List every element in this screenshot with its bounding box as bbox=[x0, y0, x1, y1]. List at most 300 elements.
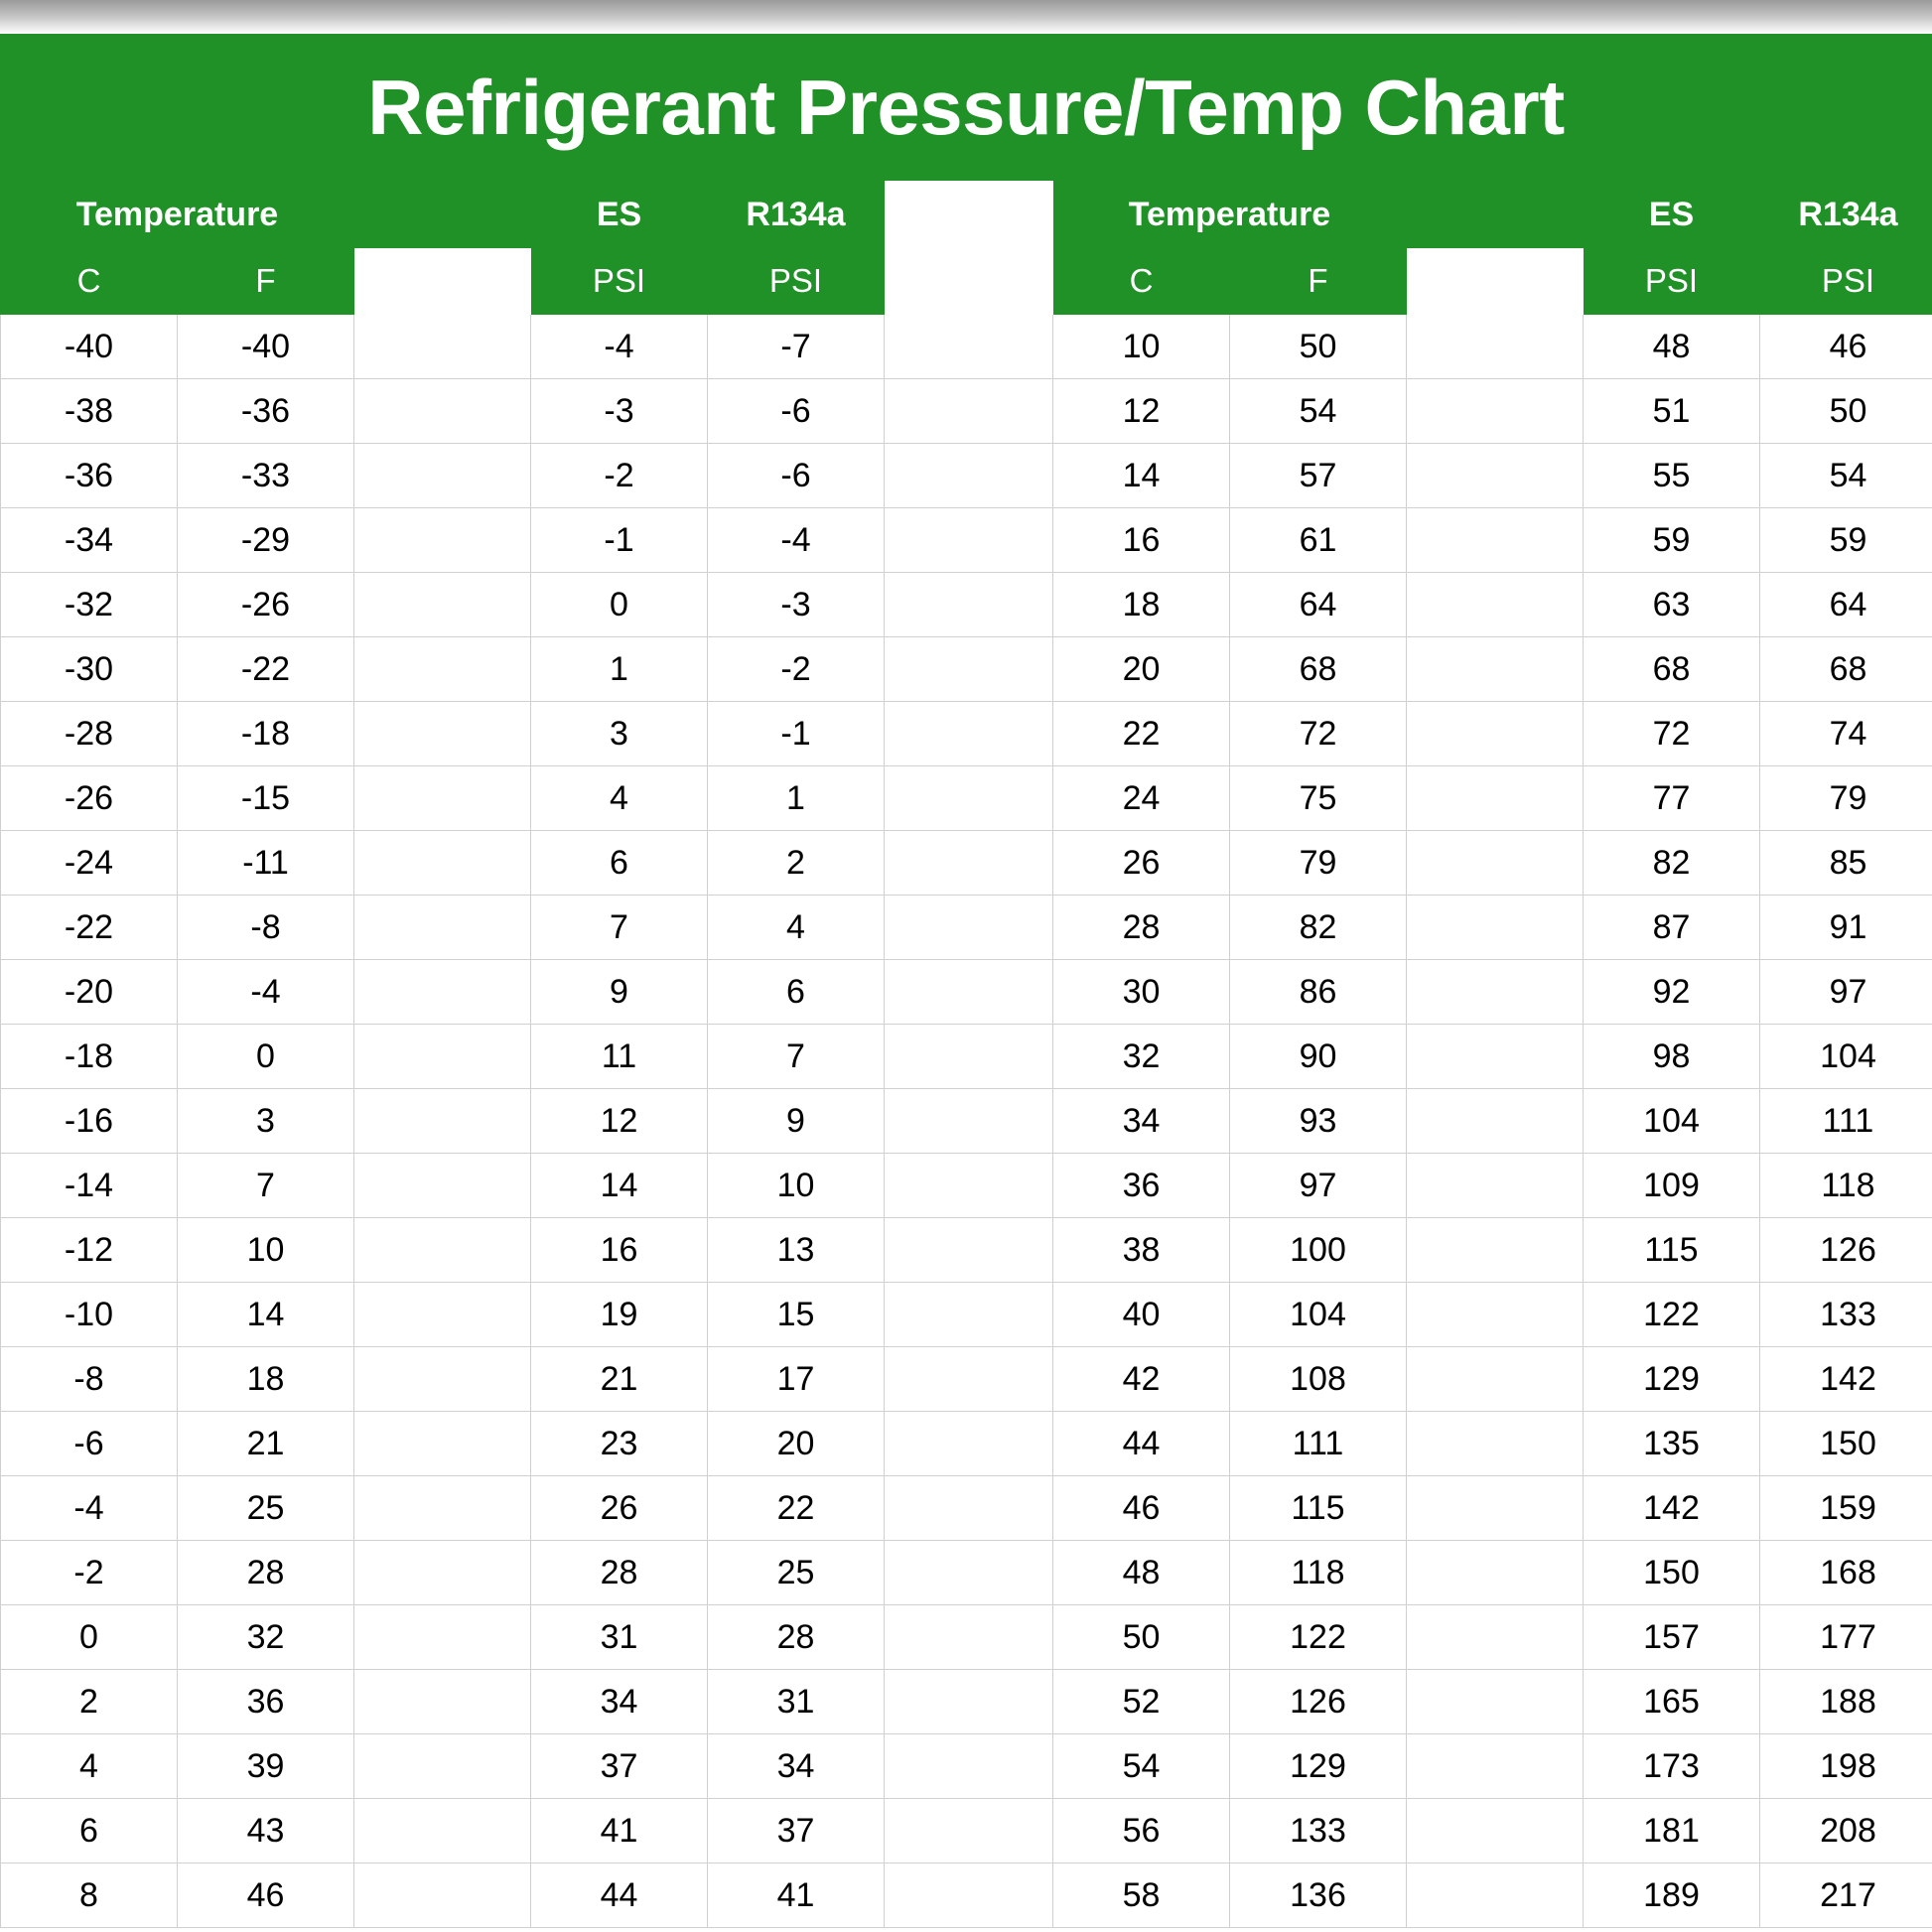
cell-right-r134a-psi: 97 bbox=[1760, 960, 1932, 1025]
cell-middle-spacer bbox=[885, 637, 1053, 702]
cell-left-gap bbox=[354, 1863, 531, 1928]
cell-right-fahrenheit: 61 bbox=[1230, 508, 1407, 573]
cell-left-es-psi: 6 bbox=[531, 831, 708, 896]
table-row bbox=[1, 573, 1932, 637]
cell-right-gap bbox=[1407, 508, 1584, 573]
cell-right-r134a-psi: 126 bbox=[1760, 1218, 1932, 1283]
table-row bbox=[1, 1412, 1932, 1476]
cell-left-fahrenheit: 21 bbox=[178, 1412, 354, 1476]
cell-left-es-psi: 37 bbox=[531, 1734, 708, 1799]
cell-left-fahrenheit: 25 bbox=[178, 1476, 354, 1541]
cell-middle-spacer bbox=[885, 379, 1053, 444]
cell-left-r134a-psi: 2 bbox=[708, 831, 885, 896]
cell-left-es-psi: 28 bbox=[531, 1541, 708, 1605]
cell-left-fahrenheit: -15 bbox=[178, 766, 354, 831]
subheader-psi-r134a-left: PSI bbox=[708, 248, 885, 315]
cell-left-gap bbox=[354, 315, 531, 379]
cell-left-celsius: -26 bbox=[1, 766, 178, 831]
cell-right-celsius: 22 bbox=[1053, 702, 1230, 766]
cell-right-fahrenheit: 93 bbox=[1230, 1089, 1407, 1154]
cell-right-es-psi: 189 bbox=[1584, 1863, 1760, 1928]
cell-left-celsius: -40 bbox=[1, 315, 178, 379]
cell-left-fahrenheit: 32 bbox=[178, 1605, 354, 1670]
table-row bbox=[1, 1605, 1932, 1670]
cell-right-gap bbox=[1407, 1476, 1584, 1541]
header-r134a-left: R134a bbox=[708, 182, 885, 248]
cell-right-r134a-psi: 50 bbox=[1760, 379, 1932, 444]
table-sub-header-row bbox=[1, 248, 1932, 315]
cell-left-r134a-psi: 4 bbox=[708, 896, 885, 960]
cell-right-celsius: 14 bbox=[1053, 444, 1230, 508]
table-row bbox=[1, 1799, 1932, 1863]
cell-left-es-psi: 3 bbox=[531, 702, 708, 766]
cell-right-fahrenheit: 104 bbox=[1230, 1283, 1407, 1347]
cell-right-es-psi: 150 bbox=[1584, 1541, 1760, 1605]
cell-left-es-psi: 19 bbox=[531, 1283, 708, 1347]
cell-left-celsius: -22 bbox=[1, 896, 178, 960]
cell-right-gap bbox=[1407, 315, 1584, 379]
cell-left-gap bbox=[354, 508, 531, 573]
cell-left-fahrenheit: 39 bbox=[178, 1734, 354, 1799]
cell-right-es-psi: 173 bbox=[1584, 1734, 1760, 1799]
cell-left-celsius: -36 bbox=[1, 444, 178, 508]
cell-left-gap bbox=[354, 1347, 531, 1412]
cell-left-fahrenheit: 28 bbox=[178, 1541, 354, 1605]
cell-right-gap bbox=[1407, 702, 1584, 766]
table-row bbox=[1, 1734, 1932, 1799]
cell-left-r134a-psi: 9 bbox=[708, 1089, 885, 1154]
cell-middle-spacer bbox=[885, 766, 1053, 831]
cell-left-gap bbox=[354, 1283, 531, 1347]
header-gap-right bbox=[1407, 182, 1584, 248]
cell-right-celsius: 38 bbox=[1053, 1218, 1230, 1283]
table-body bbox=[1, 315, 1932, 1928]
cell-right-gap bbox=[1407, 1283, 1584, 1347]
cell-middle-spacer bbox=[885, 1218, 1053, 1283]
cell-right-r134a-psi: 54 bbox=[1760, 444, 1932, 508]
cell-left-r134a-psi: -7 bbox=[708, 315, 885, 379]
cell-right-fahrenheit: 64 bbox=[1230, 573, 1407, 637]
cell-left-celsius: -30 bbox=[1, 637, 178, 702]
cell-left-fahrenheit: -22 bbox=[178, 637, 354, 702]
cell-left-r134a-psi: 28 bbox=[708, 1605, 885, 1670]
cell-left-fahrenheit: 18 bbox=[178, 1347, 354, 1412]
cell-right-gap bbox=[1407, 1154, 1584, 1218]
cell-right-gap bbox=[1407, 1089, 1584, 1154]
cell-right-r134a-psi: 74 bbox=[1760, 702, 1932, 766]
cell-left-es-psi: -3 bbox=[531, 379, 708, 444]
cell-left-es-psi: 9 bbox=[531, 960, 708, 1025]
cell-right-gap bbox=[1407, 1605, 1584, 1670]
cell-right-gap bbox=[1407, 1025, 1584, 1089]
header-es-right: ES bbox=[1584, 182, 1760, 248]
cell-right-r134a-psi: 217 bbox=[1760, 1863, 1932, 1928]
subheader-gap-right bbox=[1407, 248, 1584, 315]
cell-right-gap bbox=[1407, 766, 1584, 831]
cell-right-celsius: 50 bbox=[1053, 1605, 1230, 1670]
cell-right-fahrenheit: 100 bbox=[1230, 1218, 1407, 1283]
cell-right-fahrenheit: 86 bbox=[1230, 960, 1407, 1025]
cell-right-fahrenheit: 72 bbox=[1230, 702, 1407, 766]
cell-left-r134a-psi: 22 bbox=[708, 1476, 885, 1541]
cell-right-celsius: 56 bbox=[1053, 1799, 1230, 1863]
cell-right-es-psi: 122 bbox=[1584, 1283, 1760, 1347]
cell-left-r134a-psi: -1 bbox=[708, 702, 885, 766]
cell-right-r134a-psi: 208 bbox=[1760, 1799, 1932, 1863]
cell-right-gap bbox=[1407, 960, 1584, 1025]
cell-middle-spacer bbox=[885, 1670, 1053, 1734]
cell-right-celsius: 12 bbox=[1053, 379, 1230, 444]
cell-left-r134a-psi: 7 bbox=[708, 1025, 885, 1089]
cell-left-fahrenheit: 36 bbox=[178, 1670, 354, 1734]
cell-left-fahrenheit: -29 bbox=[178, 508, 354, 573]
refrigerant-pressure-temp-table bbox=[0, 181, 1932, 1928]
cell-left-celsius: -12 bbox=[1, 1218, 178, 1283]
table-row bbox=[1, 702, 1932, 766]
cell-left-r134a-psi: 34 bbox=[708, 1734, 885, 1799]
table-group-header-row bbox=[1, 182, 1932, 248]
table-head bbox=[1, 182, 1932, 315]
cell-right-gap bbox=[1407, 1412, 1584, 1476]
cell-left-r134a-psi: 6 bbox=[708, 960, 885, 1025]
cell-right-gap bbox=[1407, 831, 1584, 896]
cell-right-celsius: 30 bbox=[1053, 960, 1230, 1025]
cell-left-gap bbox=[354, 1154, 531, 1218]
cell-left-es-psi: 16 bbox=[531, 1218, 708, 1283]
cell-left-r134a-psi: -6 bbox=[708, 379, 885, 444]
cell-right-es-psi: 115 bbox=[1584, 1218, 1760, 1283]
cell-right-celsius: 40 bbox=[1053, 1283, 1230, 1347]
cell-left-fahrenheit: 14 bbox=[178, 1283, 354, 1347]
cell-right-gap bbox=[1407, 1799, 1584, 1863]
subheader-middle-spacer bbox=[885, 248, 1053, 315]
cell-right-r134a-psi: 68 bbox=[1760, 637, 1932, 702]
cell-left-es-psi: 34 bbox=[531, 1670, 708, 1734]
cell-left-r134a-psi: -3 bbox=[708, 573, 885, 637]
cell-left-gap bbox=[354, 960, 531, 1025]
cell-right-gap bbox=[1407, 444, 1584, 508]
cell-left-gap bbox=[354, 1476, 531, 1541]
cell-right-r134a-psi: 79 bbox=[1760, 766, 1932, 831]
cell-left-celsius: -14 bbox=[1, 1154, 178, 1218]
cell-right-es-psi: 181 bbox=[1584, 1799, 1760, 1863]
cell-right-r134a-psi: 118 bbox=[1760, 1154, 1932, 1218]
header-middle-spacer bbox=[885, 182, 1053, 248]
cell-middle-spacer bbox=[885, 315, 1053, 379]
cell-right-fahrenheit: 75 bbox=[1230, 766, 1407, 831]
cell-right-r134a-psi: 91 bbox=[1760, 896, 1932, 960]
cell-right-es-psi: 142 bbox=[1584, 1476, 1760, 1541]
cell-left-r134a-psi: -4 bbox=[708, 508, 885, 573]
cell-right-celsius: 48 bbox=[1053, 1541, 1230, 1605]
cell-left-celsius: -2 bbox=[1, 1541, 178, 1605]
cell-right-gap bbox=[1407, 379, 1584, 444]
cell-right-gap bbox=[1407, 1218, 1584, 1283]
cell-right-fahrenheit: 68 bbox=[1230, 637, 1407, 702]
subheader-psi-es-right: PSI bbox=[1584, 248, 1760, 315]
cell-left-es-psi: 0 bbox=[531, 573, 708, 637]
cell-left-fahrenheit: -8 bbox=[178, 896, 354, 960]
cell-middle-spacer bbox=[885, 1799, 1053, 1863]
cell-left-fahrenheit: -40 bbox=[178, 315, 354, 379]
cell-left-fahrenheit: 0 bbox=[178, 1025, 354, 1089]
table-row bbox=[1, 637, 1932, 702]
table-row bbox=[1, 896, 1932, 960]
cell-right-es-psi: 129 bbox=[1584, 1347, 1760, 1412]
cell-left-celsius: -38 bbox=[1, 379, 178, 444]
cell-left-fahrenheit: -36 bbox=[178, 379, 354, 444]
cell-right-fahrenheit: 126 bbox=[1230, 1670, 1407, 1734]
cell-left-fahrenheit: 10 bbox=[178, 1218, 354, 1283]
header-es-left: ES bbox=[531, 182, 708, 248]
cell-left-gap bbox=[354, 831, 531, 896]
cell-right-celsius: 28 bbox=[1053, 896, 1230, 960]
cell-left-celsius: 8 bbox=[1, 1863, 178, 1928]
table-row bbox=[1, 508, 1932, 573]
cell-left-gap bbox=[354, 1541, 531, 1605]
cell-middle-spacer bbox=[885, 508, 1053, 573]
cell-left-r134a-psi: 25 bbox=[708, 1541, 885, 1605]
header-temperature-left: Temperature bbox=[1, 182, 354, 248]
cell-right-celsius: 34 bbox=[1053, 1089, 1230, 1154]
cell-right-fahrenheit: 79 bbox=[1230, 831, 1407, 896]
cell-right-fahrenheit: 108 bbox=[1230, 1347, 1407, 1412]
cell-middle-spacer bbox=[885, 1154, 1053, 1218]
cell-right-es-psi: 165 bbox=[1584, 1670, 1760, 1734]
table-row bbox=[1, 1347, 1932, 1412]
cell-left-fahrenheit: 46 bbox=[178, 1863, 354, 1928]
table-row bbox=[1, 1863, 1932, 1928]
cell-left-r134a-psi: 20 bbox=[708, 1412, 885, 1476]
cell-right-r134a-psi: 142 bbox=[1760, 1347, 1932, 1412]
cell-left-gap bbox=[354, 444, 531, 508]
cell-middle-spacer bbox=[885, 1734, 1053, 1799]
cell-left-gap bbox=[354, 1025, 531, 1089]
cell-left-gap bbox=[354, 637, 531, 702]
cell-right-es-psi: 109 bbox=[1584, 1154, 1760, 1218]
cell-left-es-psi: 44 bbox=[531, 1863, 708, 1928]
table-row bbox=[1, 1670, 1932, 1734]
cell-left-celsius: 4 bbox=[1, 1734, 178, 1799]
cell-left-celsius: -20 bbox=[1, 960, 178, 1025]
cell-right-es-psi: 98 bbox=[1584, 1025, 1760, 1089]
cell-left-gap bbox=[354, 766, 531, 831]
table-row bbox=[1, 444, 1932, 508]
cell-middle-spacer bbox=[885, 573, 1053, 637]
cell-right-celsius: 42 bbox=[1053, 1347, 1230, 1412]
header-temperature-right: Temperature bbox=[1053, 182, 1407, 248]
cell-middle-spacer bbox=[885, 1347, 1053, 1412]
cell-right-es-psi: 48 bbox=[1584, 315, 1760, 379]
cell-right-fahrenheit: 136 bbox=[1230, 1863, 1407, 1928]
cell-left-gap bbox=[354, 379, 531, 444]
cell-left-es-psi: 12 bbox=[531, 1089, 708, 1154]
cell-left-gap bbox=[354, 1734, 531, 1799]
cell-left-r134a-psi: -2 bbox=[708, 637, 885, 702]
table-row bbox=[1, 1025, 1932, 1089]
cell-right-fahrenheit: 129 bbox=[1230, 1734, 1407, 1799]
cell-right-es-psi: 63 bbox=[1584, 573, 1760, 637]
cell-left-es-psi: 26 bbox=[531, 1476, 708, 1541]
cell-right-celsius: 16 bbox=[1053, 508, 1230, 573]
subheader-f-left: F bbox=[178, 248, 354, 315]
cell-right-celsius: 58 bbox=[1053, 1863, 1230, 1928]
cell-right-celsius: 32 bbox=[1053, 1025, 1230, 1089]
chart-title-bar bbox=[0, 34, 1932, 181]
cell-middle-spacer bbox=[885, 444, 1053, 508]
table-row bbox=[1, 1283, 1932, 1347]
cell-right-gap bbox=[1407, 1863, 1584, 1928]
cell-right-fahrenheit: 82 bbox=[1230, 896, 1407, 960]
cell-right-gap bbox=[1407, 1734, 1584, 1799]
cell-right-fahrenheit: 97 bbox=[1230, 1154, 1407, 1218]
cell-middle-spacer bbox=[885, 1605, 1053, 1670]
cell-left-gap bbox=[354, 702, 531, 766]
cell-left-celsius: -32 bbox=[1, 573, 178, 637]
cell-left-celsius: -10 bbox=[1, 1283, 178, 1347]
cell-right-celsius: 10 bbox=[1053, 315, 1230, 379]
cell-left-r134a-psi: 31 bbox=[708, 1670, 885, 1734]
table-row bbox=[1, 960, 1932, 1025]
cell-left-gap bbox=[354, 1605, 531, 1670]
cell-middle-spacer bbox=[885, 1541, 1053, 1605]
cell-right-gap bbox=[1407, 896, 1584, 960]
cell-right-r134a-psi: 111 bbox=[1760, 1089, 1932, 1154]
cell-right-es-psi: 59 bbox=[1584, 508, 1760, 573]
cell-left-celsius: 6 bbox=[1, 1799, 178, 1863]
table-row bbox=[1, 1218, 1932, 1283]
cell-left-r134a-psi: 10 bbox=[708, 1154, 885, 1218]
cell-middle-spacer bbox=[885, 1089, 1053, 1154]
cell-left-celsius: -24 bbox=[1, 831, 178, 896]
cell-right-r134a-psi: 198 bbox=[1760, 1734, 1932, 1799]
cell-right-r134a-psi: 150 bbox=[1760, 1412, 1932, 1476]
cell-right-es-psi: 51 bbox=[1584, 379, 1760, 444]
table-row bbox=[1, 766, 1932, 831]
cell-left-es-psi: -4 bbox=[531, 315, 708, 379]
cell-left-r134a-psi: 41 bbox=[708, 1863, 885, 1928]
cell-left-r134a-psi: 37 bbox=[708, 1799, 885, 1863]
cell-middle-spacer bbox=[885, 1025, 1053, 1089]
cell-left-es-psi: 1 bbox=[531, 637, 708, 702]
cell-left-fahrenheit: 3 bbox=[178, 1089, 354, 1154]
cell-left-celsius: -6 bbox=[1, 1412, 178, 1476]
cell-left-es-psi: -2 bbox=[531, 444, 708, 508]
cell-right-gap bbox=[1407, 1347, 1584, 1412]
cell-left-r134a-psi: 13 bbox=[708, 1218, 885, 1283]
cell-right-es-psi: 82 bbox=[1584, 831, 1760, 896]
cell-right-es-psi: 87 bbox=[1584, 896, 1760, 960]
cell-right-celsius: 20 bbox=[1053, 637, 1230, 702]
cell-middle-spacer bbox=[885, 960, 1053, 1025]
subheader-f-right: F bbox=[1230, 248, 1407, 315]
cell-right-gap bbox=[1407, 637, 1584, 702]
subheader-gap-left bbox=[354, 248, 531, 315]
page-title: Refrigerant Pressure/Temp Chart bbox=[367, 64, 1565, 151]
cell-right-celsius: 52 bbox=[1053, 1670, 1230, 1734]
cell-right-r134a-psi: 46 bbox=[1760, 315, 1932, 379]
cell-right-fahrenheit: 115 bbox=[1230, 1476, 1407, 1541]
cell-right-fahrenheit: 57 bbox=[1230, 444, 1407, 508]
cell-left-r134a-psi: 15 bbox=[708, 1283, 885, 1347]
cell-right-r134a-psi: 85 bbox=[1760, 831, 1932, 896]
cell-left-r134a-psi: 17 bbox=[708, 1347, 885, 1412]
cell-left-fahrenheit: 43 bbox=[178, 1799, 354, 1863]
cell-right-gap bbox=[1407, 573, 1584, 637]
subheader-psi-r134a-right: PSI bbox=[1760, 248, 1932, 315]
table-row bbox=[1, 315, 1932, 379]
header-gap-left bbox=[354, 182, 531, 248]
table-row bbox=[1, 1541, 1932, 1605]
cell-left-gap bbox=[354, 1799, 531, 1863]
cell-left-es-psi: 23 bbox=[531, 1412, 708, 1476]
cell-left-celsius: 2 bbox=[1, 1670, 178, 1734]
cell-middle-spacer bbox=[885, 831, 1053, 896]
cell-left-gap bbox=[354, 1670, 531, 1734]
subheader-c-left: C bbox=[1, 248, 178, 315]
cell-left-celsius: -34 bbox=[1, 508, 178, 573]
cell-middle-spacer bbox=[885, 1412, 1053, 1476]
subheader-psi-es-left: PSI bbox=[531, 248, 708, 315]
cell-right-fahrenheit: 50 bbox=[1230, 315, 1407, 379]
cell-left-gap bbox=[354, 896, 531, 960]
cell-left-es-psi: 11 bbox=[531, 1025, 708, 1089]
chart-sheet bbox=[0, 34, 1932, 1928]
cell-right-celsius: 18 bbox=[1053, 573, 1230, 637]
cell-right-celsius: 36 bbox=[1053, 1154, 1230, 1218]
cell-left-gap bbox=[354, 573, 531, 637]
cell-left-celsius: -8 bbox=[1, 1347, 178, 1412]
cell-left-fahrenheit: -11 bbox=[178, 831, 354, 896]
cell-right-fahrenheit: 90 bbox=[1230, 1025, 1407, 1089]
cell-right-gap bbox=[1407, 1670, 1584, 1734]
cell-right-fahrenheit: 133 bbox=[1230, 1799, 1407, 1863]
cell-right-r134a-psi: 168 bbox=[1760, 1541, 1932, 1605]
cell-right-es-psi: 157 bbox=[1584, 1605, 1760, 1670]
cell-left-es-psi: 41 bbox=[531, 1799, 708, 1863]
cell-right-celsius: 44 bbox=[1053, 1412, 1230, 1476]
cell-middle-spacer bbox=[885, 1476, 1053, 1541]
cell-left-fahrenheit: -4 bbox=[178, 960, 354, 1025]
cell-left-fahrenheit: 7 bbox=[178, 1154, 354, 1218]
cell-right-es-psi: 55 bbox=[1584, 444, 1760, 508]
table-row bbox=[1, 1476, 1932, 1541]
cell-right-es-psi: 68 bbox=[1584, 637, 1760, 702]
cell-right-fahrenheit: 118 bbox=[1230, 1541, 1407, 1605]
cell-left-r134a-psi: 1 bbox=[708, 766, 885, 831]
cell-right-r134a-psi: 59 bbox=[1760, 508, 1932, 573]
cell-left-celsius: -4 bbox=[1, 1476, 178, 1541]
cell-right-r134a-psi: 104 bbox=[1760, 1025, 1932, 1089]
table-row bbox=[1, 831, 1932, 896]
cell-right-es-psi: 77 bbox=[1584, 766, 1760, 831]
cell-left-r134a-psi: -6 bbox=[708, 444, 885, 508]
cell-middle-spacer bbox=[885, 896, 1053, 960]
cell-left-es-psi: 31 bbox=[531, 1605, 708, 1670]
cell-right-es-psi: 72 bbox=[1584, 702, 1760, 766]
cell-left-gap bbox=[354, 1412, 531, 1476]
cell-right-r134a-psi: 64 bbox=[1760, 573, 1932, 637]
cell-right-celsius: 26 bbox=[1053, 831, 1230, 896]
cell-middle-spacer bbox=[885, 1283, 1053, 1347]
cell-left-gap bbox=[354, 1089, 531, 1154]
header-r134a-right: R134a bbox=[1760, 182, 1932, 248]
cell-right-fahrenheit: 111 bbox=[1230, 1412, 1407, 1476]
cell-middle-spacer bbox=[885, 1863, 1053, 1928]
cell-right-celsius: 46 bbox=[1053, 1476, 1230, 1541]
cell-left-celsius: 0 bbox=[1, 1605, 178, 1670]
cell-left-celsius: -18 bbox=[1, 1025, 178, 1089]
